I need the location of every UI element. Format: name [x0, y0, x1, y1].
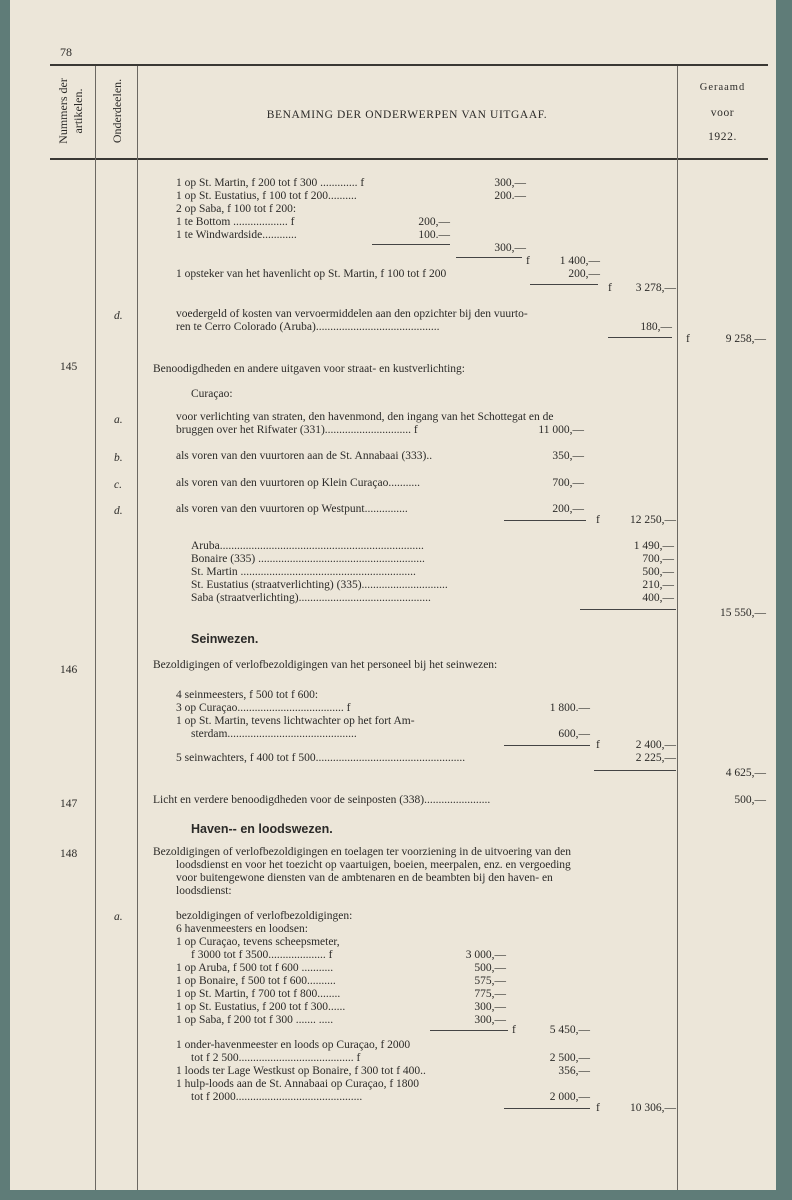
d1-rule — [608, 337, 672, 338]
d1-label: d. — [114, 310, 123, 322]
header-voor: voor — [710, 107, 735, 119]
island-st-martin: St. Martin ............................................................. — [191, 566, 416, 578]
art146-line4: sterdam............................................. — [191, 728, 357, 740]
art145-d-value: 200,— — [552, 503, 584, 515]
art146-line5: 5 seinwachters, f 400 tot f 500.................................................... — [176, 752, 466, 764]
art145-a-line1: voor verlichting van straten, den havenmond, den ingang van het Schottegat en de — [176, 411, 554, 423]
island-aruba-value: 1 490,— — [633, 540, 674, 552]
header-onderdeelen: Onderdeelen. — [110, 78, 124, 144]
island-aruba: Aruba....................................................................... — [191, 540, 424, 552]
art148-total-rule — [504, 1108, 590, 1109]
art148-a2: 6 havenmeesters en loodsen: — [176, 923, 308, 935]
art146-title: Bezoldigingen of verlofbezoldigingen van het personeel bij het seinwezen: — [153, 659, 498, 671]
art146-rule-1 — [504, 745, 590, 746]
art145-d-sum-f: f — [596, 514, 600, 526]
art148-para-4: loodsdienst: — [176, 885, 232, 897]
art148-a5: 1 op Aruba, f 500 tot f 600 ........... — [176, 962, 334, 974]
b1-rule-3 — [530, 284, 598, 285]
art148-b2-value: 2 500,— — [549, 1052, 590, 1064]
art145-col-value: 15 550,— — [720, 607, 766, 619]
art146-line2: 3 op Curaçao..................................... f — [176, 702, 351, 714]
art148-b4: 1 hulp-loods aan de St. Annabaai op Curaçao, f 1800 — [176, 1078, 420, 1090]
art148-para-1: Bezoldigingen of verlofbezoldigingen en toelagen ter voorziening in de uitvoering van den — [153, 846, 572, 858]
art148-a6-value: 575,— — [474, 975, 506, 987]
art148-b3: 1 loods ter Lage Westkust op Bonaire, f 300 tot f 400.. — [176, 1065, 426, 1077]
island-bonaire-value: 700,— — [642, 553, 674, 565]
art145-c-label: c. — [114, 479, 122, 491]
b1-line6: 1 opsteker van het havenlicht op St. Martin, f 100 tot f 200 — [176, 268, 447, 280]
art148-a7: 1 op St. Martin, f 700 tot f 800........ — [176, 988, 341, 1000]
art148-b3-value: 356,— — [558, 1065, 590, 1077]
art148-total-f: f — [596, 1102, 600, 1114]
art146-line4-value: 600,— — [558, 728, 590, 740]
b1-total-f: f — [608, 282, 612, 294]
b1-line4-value: 200,— — [418, 216, 450, 228]
art146-col-value: 4 625,— — [725, 767, 766, 779]
art147-text: Licht en verdere benoodigdheden voor de seinposten (338)....................... — [153, 794, 491, 806]
art145-a-value: 11 000,— — [538, 424, 584, 436]
b1-sum2: 1 400,— — [559, 255, 600, 267]
b1-sum2-f: f — [526, 255, 530, 267]
art145-b-text: als voren van den vuurtoren aan de St. Annabaai (333).. — [176, 450, 433, 462]
art148-a9: 1 op Saba, f 200 tot f 300 ....... ..... — [176, 1014, 334, 1026]
b1-line1-value: 300,— — [494, 177, 526, 189]
island-bonaire: Bonaire (335) .......................................................... — [191, 553, 425, 565]
art145-b-label: b. — [114, 452, 123, 464]
art148-a1: bezoldigingen of verlofbezoldigingen: — [176, 910, 353, 922]
art145-rule — [504, 520, 586, 521]
art147-number: 147 — [60, 798, 78, 810]
b1-line6-value: 200,— — [568, 268, 600, 280]
art146-sum: 2 400,— — [635, 739, 676, 751]
art146-line2-value: 1 800.— — [549, 702, 590, 714]
art146-number: 146 — [60, 664, 78, 676]
art145-d-sum: 12 250,— — [630, 514, 676, 526]
art148-para-2: loodsdienst en voor het toezicht op vaartuigen, boeien, meerpalen, enz. en vergoeding — [176, 859, 571, 871]
header-year: 1922. — [708, 131, 737, 143]
art148-b5-value: 2 000,— — [549, 1091, 590, 1103]
b1-total: 3 278,— — [635, 282, 676, 294]
header-bottom-rule — [50, 158, 768, 160]
art148-b1: 1 onder-havenmeester en loods op Curaçao, f 2000 — [176, 1039, 411, 1051]
art148-a9-value: 300,— — [474, 1014, 506, 1026]
art146-sum-f: f — [596, 739, 600, 751]
art148-a3: 1 op Curaçao, tevens scheepsmeter, — [176, 936, 340, 948]
art145-a-line2: bruggen over het Rifwater (331).............................. f — [176, 424, 418, 436]
column-rule-1 — [95, 66, 96, 1190]
art145-a-label: a. — [114, 414, 123, 426]
art148-a5-value: 500,— — [474, 962, 506, 974]
d1-line2: ren te Cerro Colorado (Aruba)........................................... — [176, 321, 440, 333]
art148-a7-value: 775,— — [474, 988, 506, 1000]
b1-line2: 1 op St. Eustatius, f 100 tot f 200.......... — [176, 190, 357, 202]
art148-para-3: voor buitengewone diensten van de ambtenaren en de beambten bij den haven- en — [176, 872, 553, 884]
island-st-martin-value: 500,— — [642, 566, 674, 578]
d1-col-f: f — [686, 333, 690, 345]
art148-number: 148 — [60, 848, 78, 860]
island-saba: Saba (straatverlichting).............................................. — [191, 592, 431, 604]
header-top-rule — [50, 64, 768, 66]
art148-a4: f 3000 tot f 3500.................... f — [191, 949, 333, 961]
header-benaming: BENAMING DER ONDERWERPEN VAN UITGAAF. — [266, 109, 548, 121]
art146-line3: 1 op St. Martin, tevens lichtwachter op het fort Am- — [176, 715, 415, 727]
art145-d-text: als voren van den vuurtoren op Westpunt............... — [176, 503, 408, 515]
seinwezen-heading: Seinwezen. — [191, 632, 259, 646]
column-rule-2 — [137, 66, 138, 1190]
art146-line5-value: 2 225,— — [635, 752, 676, 764]
b1-line4: 1 te Bottom ................... f — [176, 216, 295, 228]
document-page — [10, 0, 776, 1190]
art148-a-label: a. — [114, 911, 123, 923]
art145-d-label: d. — [114, 505, 123, 517]
art148-a8: 1 op St. Eustatius, f 200 tot f 300...... — [176, 1001, 346, 1013]
d1-value: 180,— — [640, 321, 672, 333]
haven-heading: Haven-- en loodswezen. — [191, 822, 333, 836]
art148-a-sum: 5 450,— — [549, 1024, 590, 1036]
island-st-eustatius-value: 210,— — [642, 579, 674, 591]
art148-a8-value: 300,— — [474, 1001, 506, 1013]
art145-curacao: Curaçao: — [191, 388, 233, 400]
b1-line2-value: 200.— — [494, 190, 526, 202]
art147-col-value: 500,— — [734, 794, 766, 806]
art145-islands-rule — [580, 609, 676, 610]
b1-rule-1 — [372, 244, 450, 245]
art148-b5: tot f 2000............................................ — [191, 1091, 363, 1103]
art145-c-value: 700,— — [552, 477, 584, 489]
art145-b-value: 350,— — [552, 450, 584, 462]
island-saba-value: 400,— — [642, 592, 674, 604]
art145-title: Benoodigdheden en andere uitgaven voor straat- en kustverlichting: — [153, 363, 465, 375]
d1-col-value: 9 258,— — [725, 333, 766, 345]
page-number: 78 — [60, 45, 72, 59]
b1-line5: 1 te Windwardside............ — [176, 229, 297, 241]
column-rule-3 — [677, 66, 678, 1190]
art148-a-rule — [430, 1030, 508, 1031]
art146-rule-2 — [594, 770, 676, 771]
island-st-eustatius: St. Eustatius (straatverlichting) (335).............................. — [191, 579, 448, 591]
art148-b2: tot f 2 500........................................ f — [191, 1052, 361, 1064]
d1-line1: voedergeld of kosten van vervoermiddelen aan den opzichter bij den vuurto- — [176, 308, 528, 320]
header-geraamd: Geraamd — [699, 82, 746, 93]
b1-line3: 2 op Saba, f 100 tot f 200: — [176, 203, 297, 215]
art145-number: 145 — [60, 361, 78, 373]
art148-a6: 1 op Bonaire, f 500 tot f 600.......... — [176, 975, 336, 987]
b1-line1: 1 op St. Martin, f 200 tot f 300 ............. f — [176, 177, 365, 189]
b1-rule-2 — [456, 257, 522, 258]
art146-line1: 4 seinmeesters, f 500 tot f 600: — [176, 689, 319, 701]
art148-a-sum-f: f — [512, 1024, 516, 1036]
art148-a4-value: 3 000,— — [465, 949, 506, 961]
b1-sum1: 300,— — [494, 242, 526, 254]
b1-line5-value: 100.— — [418, 229, 450, 241]
art145-c-text: als voren van den vuurtoren op Klein Curaçao........... — [176, 477, 420, 489]
art148-total: 10 306,— — [630, 1102, 676, 1114]
header-nummers: Nummers der artikelen. — [56, 78, 85, 144]
